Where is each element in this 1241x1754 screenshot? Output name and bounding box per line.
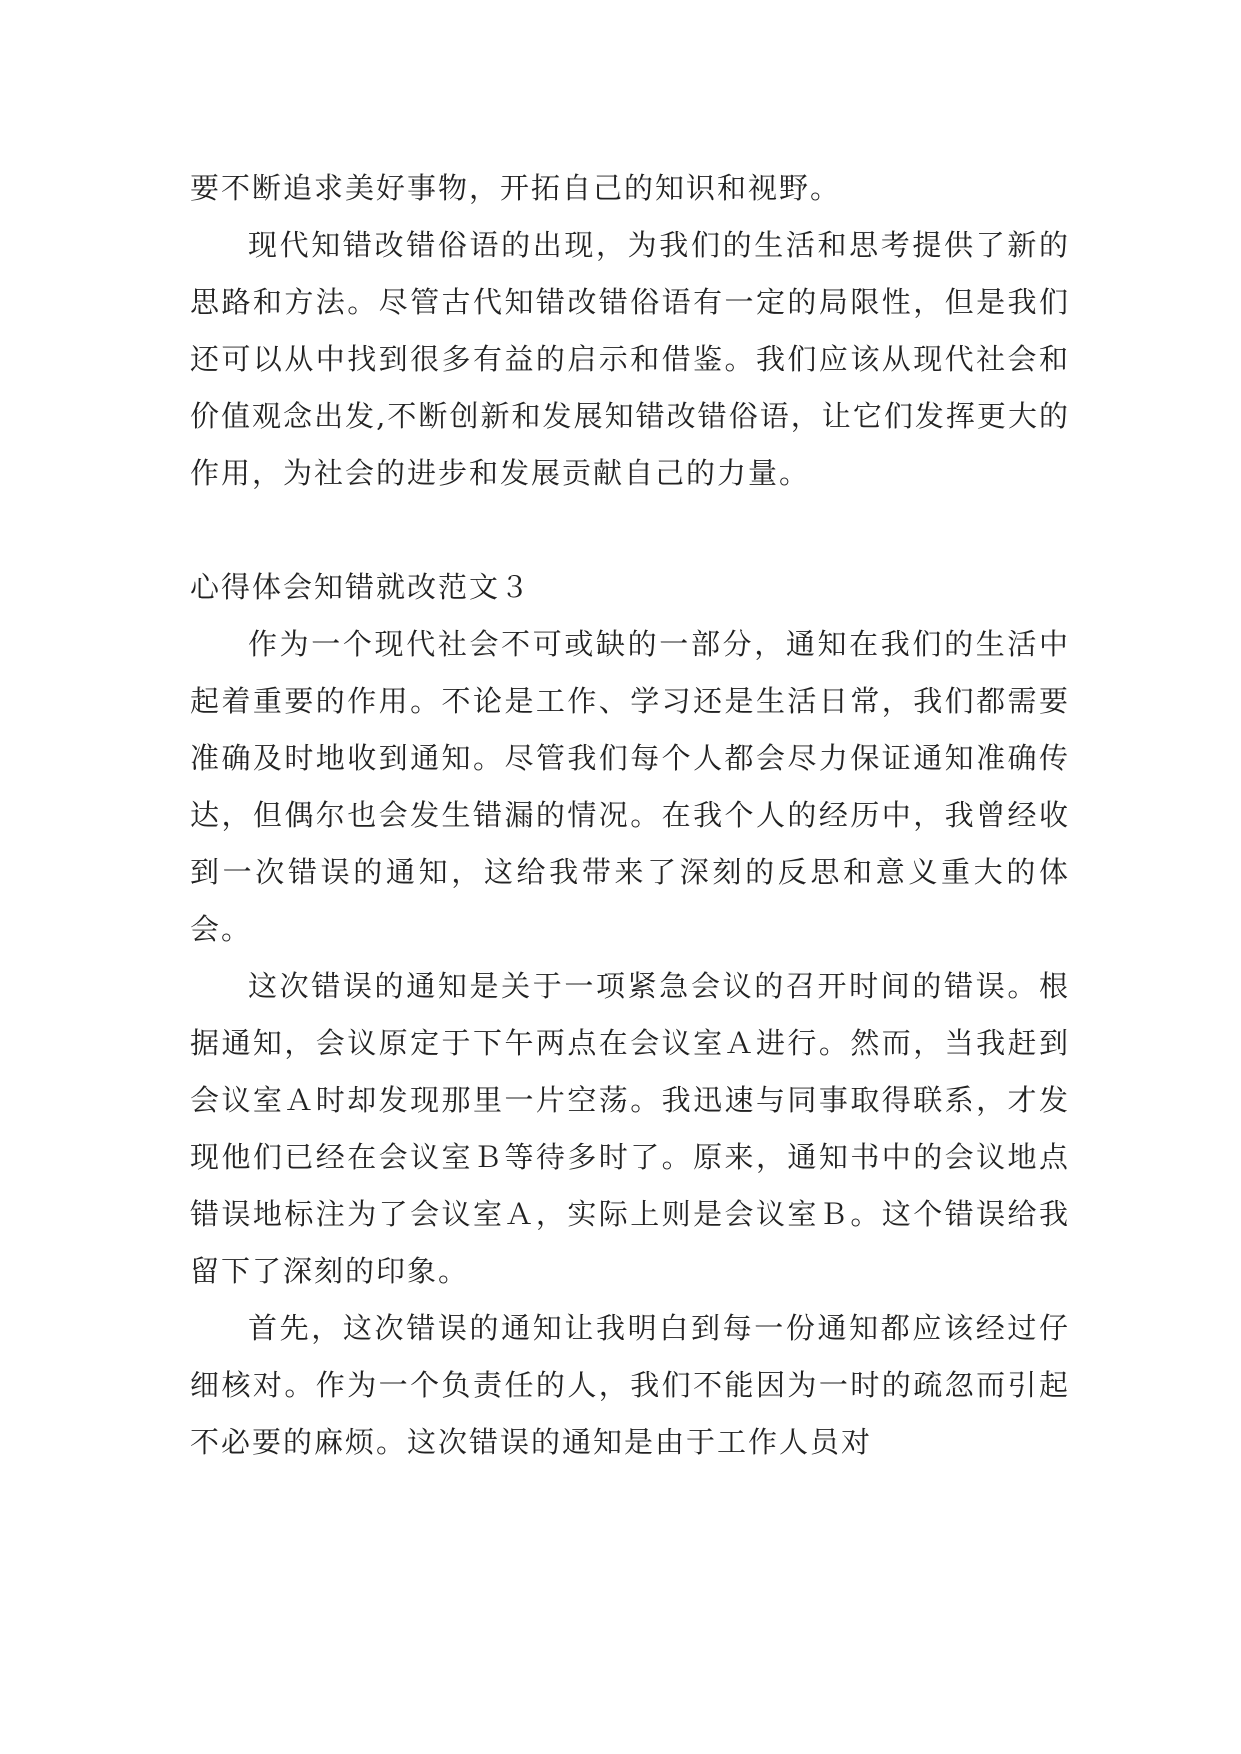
paragraph-modern-sayings: 现代知错改错俗语的出现，为我们的生活和思考提供了新的思路和方法。尽管古代知错改错俗语有一定的局限性，但是我们还可以从中找到很多有益的启示和借鉴。我们应该从现代社会和价值观念出发,不断创新和发展知错改错俗语，让它们发挥更大的作用，为社会的进步和发展贡献自己的力量。 <box>190 228 1070 490</box>
section-spacer <box>190 502 1070 559</box>
paragraph-notice-importance: 作为一个现代社会不可或缺的一部分，通知在我们的生活中起着重要的作用。不论是工作、学习还是生活日常，我们都需要准确及时地收到通知。尽管我们每个人都会尽力保证通知准确传达，但偶尔也会发生错漏的情况。在我个人的经历中，我曾经收到一次错误的通知，这给我带来了深刻的反思和意义重大的体会。 <box>190 627 1070 946</box>
document-body <box>190 160 1070 1471</box>
section-heading: 心得体会知错就改范文３ <box>190 570 532 604</box>
paragraph-first-lesson: 首先，这次错误的通知让我明白到每一份通知都应该经过仔细核对。作为一个负责任的人，我们不能因为一时的疏忽而引起不必要的麻烦。这次错误的通知是由于工作人员对 <box>190 1311 1070 1459</box>
paragraph-wrong-notice: 这次错误的通知是关于一项紧急会议的召开时间的错误。根据通知，会议原定于下午两点在会议室Ａ进行。然而，当我赶到会议室Ａ时却发现那里一片空荡。我迅速与同事取得联系，才发现他们已经在会议室Ｂ等待多时了。原来，通知书中的会议地点错误地标注为了会议室Ａ，实际上则是会议室Ｂ。这个错误给我留下了深刻的印象。 <box>190 969 1070 1288</box>
paragraph-continuation: 要不断追求美好事物，开拓自己的知识和视野。 <box>190 171 842 205</box>
